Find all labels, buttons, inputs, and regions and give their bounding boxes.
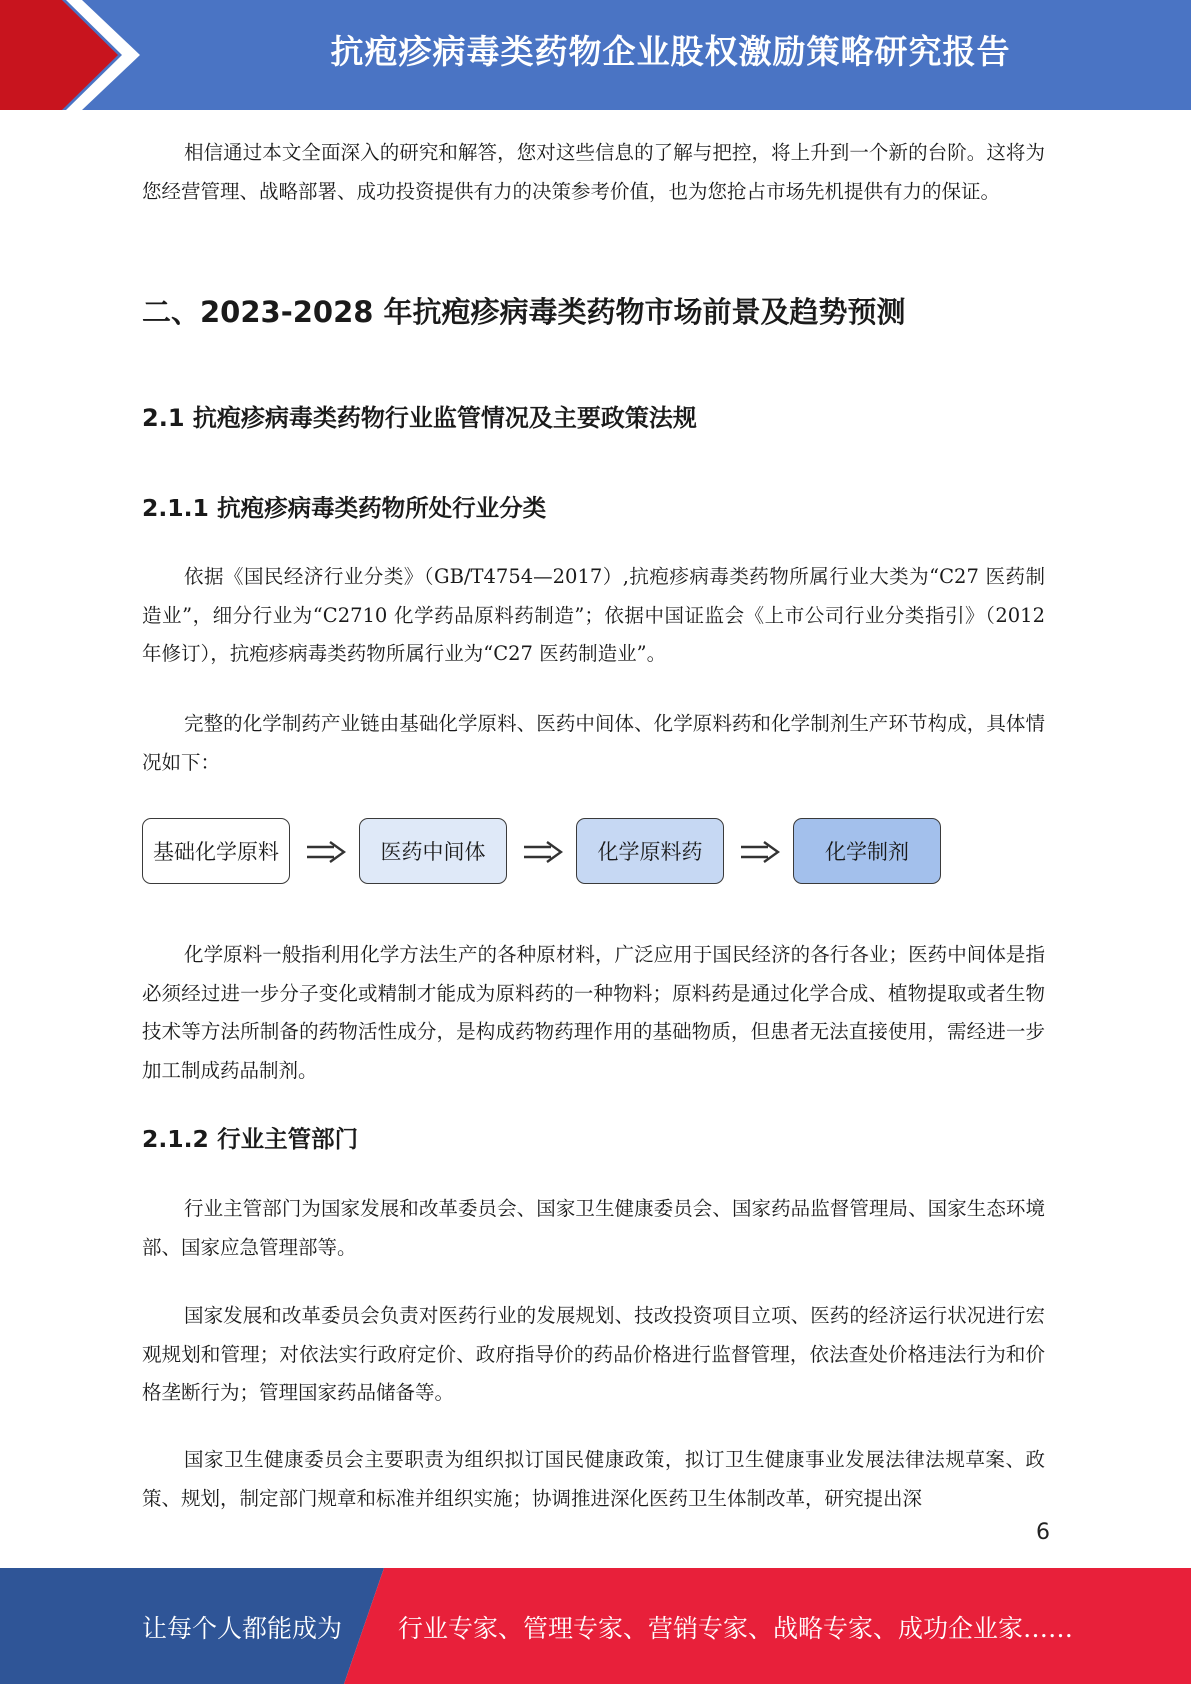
authorities-paragraph: 行业主管部门为国家发展和改革委员会、国家卫生健康委员会、国家药品监督管理局、国家生态环境部、国家应急管理部等。 bbox=[142, 1197, 1045, 1259]
nhc-paragraph: 国家卫生健康委员会主要职责为组织拟订国民健康政策，拟订卫生健康事业发展法律法规草案、政策、规划，制定部门规章和标准并组织实施；协调推进深化医药卫生体制改革，研究提出深 bbox=[142, 1448, 1045, 1510]
flow-box-label: 医药中间体 bbox=[380, 840, 486, 864]
industry-chain-flow-diagram bbox=[142, 818, 952, 886]
flow-box-formulations bbox=[793, 818, 941, 884]
flow-box-label: 化学制剂 bbox=[825, 840, 909, 864]
flow-box-label: 基础化学原料 bbox=[153, 840, 279, 864]
header-band bbox=[0, 0, 1191, 110]
double-arrow-right-icon bbox=[523, 840, 563, 864]
section-2-1-heading: 2.1 抗疱疹病毒类药物行业监管情况及主要政策法规 bbox=[142, 404, 697, 432]
flow-box-apis bbox=[576, 818, 724, 884]
industry-chain-paragraph: 完整的化学制药产业链由基础化学原料、医药中间体、化学原料药和化学制剂生产环节构成，具体情况如下： bbox=[142, 712, 1045, 774]
intro-section bbox=[142, 134, 1045, 211]
double-arrow-right-icon bbox=[740, 840, 780, 864]
flow-box-pharma-intermediates bbox=[359, 818, 507, 884]
footer-slogan-right: 行业专家、管理专家、营销专家、战略专家、成功企业家…… bbox=[398, 1614, 1074, 1643]
flow-box-label: 化学原料药 bbox=[597, 840, 703, 864]
ndrc-paragraph: 国家发展和改革委员会负责对医药行业的发展规划、技改投资项目立项、医药的经济运行状况进行宏观规划和管理；对依法实行政府定价、政府指导价的药品价格进行监督管理，依法查处价格违法行为和价格垄断行为；管理国家药品储备等。 bbox=[142, 1304, 1045, 1404]
double-arrow-right-icon bbox=[306, 840, 346, 864]
section-2-1-1-heading: 2.1.1 抗疱疹病毒类药物所处行业分类 bbox=[142, 494, 547, 522]
section-2-1-2-heading: 2.1.2 行业主管部门 bbox=[142, 1125, 359, 1153]
page-number: 6 bbox=[1036, 1520, 1050, 1545]
intro-paragraph: 相信通过本文全面深入的研究和解答，您对这些信息的了解与把控，将上升到一个新的台阶。这将为您经营管理、战略部署、成功投资提供有力的决策参考价值，也为您抢占市场先机提供有力的保证。 bbox=[142, 141, 1045, 203]
header-chevron-decoration bbox=[0, 0, 160, 110]
footer-band bbox=[0, 1568, 1191, 1684]
classification-paragraph: 依据《国民经济行业分类》（GB/T4754—2017）,抗疱疹病毒类药物所属行业大类为“C27 医药制造业”，细分行业为“C2710 化学药品原料药制造”；依据中国证监会《上市公司行业分类指引》（2012 年修订），抗疱疹病毒类药物所属行业为“C27 医药制造业”。 bbox=[142, 565, 1045, 665]
flow-box-basic-chemicals bbox=[142, 818, 290, 884]
definitions-paragraph: 化学原料一般指利用化学方法生产的各种原材料，广泛应用于国民经济的各行各业；医药中间体是指必须经过进一步分子变化或精制才能成为原料药的一种物料；原料药是通过化学合成、植物提取或者生物技术等方法所制备的药物活性成分，是构成药物药理作用的基础物质，但患者无法直接使用，需经进一步加工制成药品制剂。 bbox=[142, 943, 1045, 1082]
footer-slogan-left: 让每个人都能成为 bbox=[142, 1614, 343, 1643]
section-2-heading: 二、2023-2028 年抗疱疹病毒类药物市场前景及趋势预测 bbox=[142, 295, 906, 329]
report-title: 抗疱疹病毒类药物企业股权激励策略研究报告 bbox=[330, 32, 1011, 71]
